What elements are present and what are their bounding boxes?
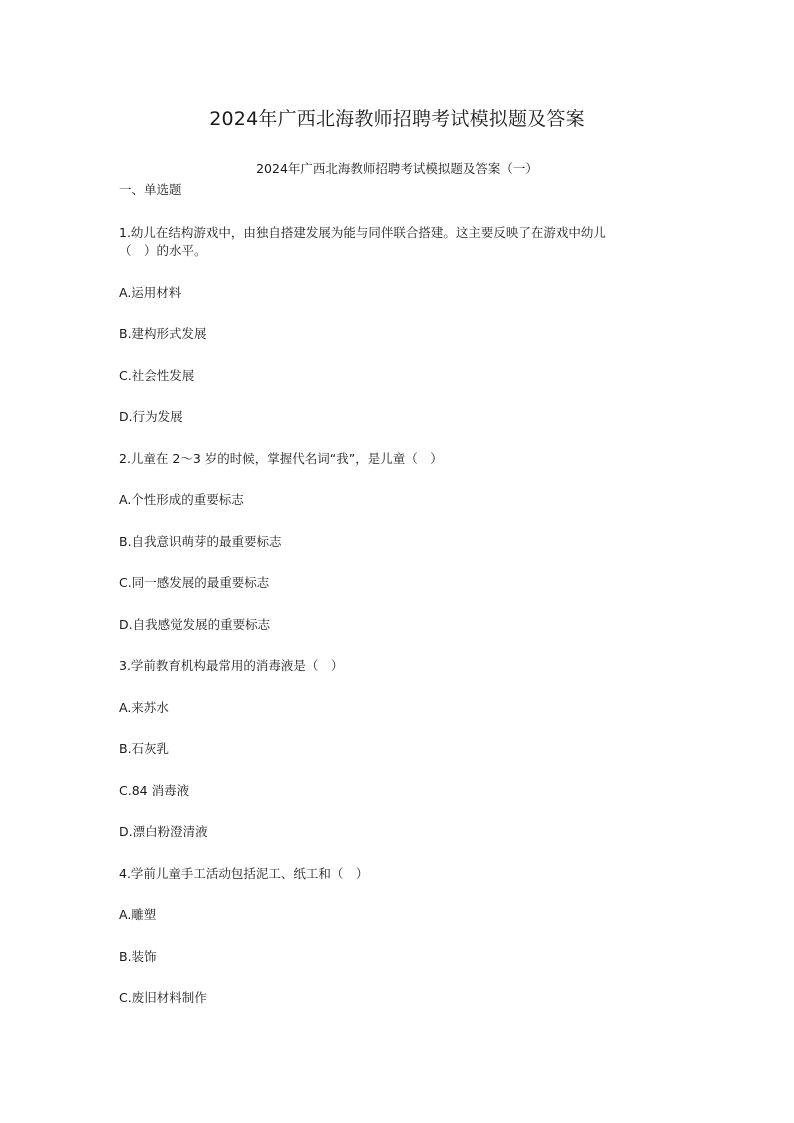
option-d: D.自我感觉发展的重要标志: [119, 616, 271, 632]
option-c: C.社会性发展: [119, 367, 195, 383]
question-list: [119, 224, 679, 1031]
question-stem-line: 1.幼儿在结构游戏中，由独自搭建发展为能与同伴联合搭建。这主要反映了在游戏中幼儿: [119, 225, 606, 240]
question-stem: [119, 657, 679, 675]
question-stem-line: 2.儿童在 2～3 岁的时候，掌握代名词“我”，是儿童（ ）: [119, 450, 443, 466]
question-stem: [119, 450, 679, 468]
question-4: [119, 865, 679, 1008]
section-heading: 一、单选题: [119, 182, 182, 197]
option-d: D.行为发展: [119, 409, 183, 424]
question-stem: [119, 224, 679, 260]
question-stem-line: （ ）的水平。: [119, 243, 207, 258]
option-b: B.建构形式发展: [119, 326, 207, 341]
option-c: C.84 消毒液: [119, 782, 190, 798]
option-a: A.运用材料: [119, 284, 182, 300]
document-title: 2024年广西北海教师招聘考试模拟题及答案: [209, 108, 585, 130]
option-c: C.废旧材料制作: [119, 990, 207, 1005]
option-a: A.雕塑: [119, 907, 157, 922]
document-subtitle: 2024年广西北海教师招聘考试模拟题及答案（一）: [256, 161, 538, 176]
option-b: B.装饰: [119, 948, 157, 964]
question-3: [119, 657, 679, 841]
option-b: B.石灰乳: [119, 741, 170, 756]
option-a: A.个性形成的重要标志: [119, 492, 244, 507]
option-c: C.同一感发展的最重要标志: [119, 575, 270, 590]
option-b: B.自我意识萌芽的最重要标志: [119, 533, 282, 549]
option-d: D.漂白粉澄清液: [119, 824, 208, 839]
question-stem: [119, 865, 679, 883]
question-1: [119, 224, 679, 426]
option-a: A.来苏水: [119, 699, 169, 715]
question-2: [119, 450, 679, 634]
question-stem-line: 3.学前教育机构最常用的消毒液是（ ）: [119, 658, 344, 673]
question-stem-line: 4.学前儿童手工活动包括泥工、纸工和（ ）: [119, 865, 369, 881]
